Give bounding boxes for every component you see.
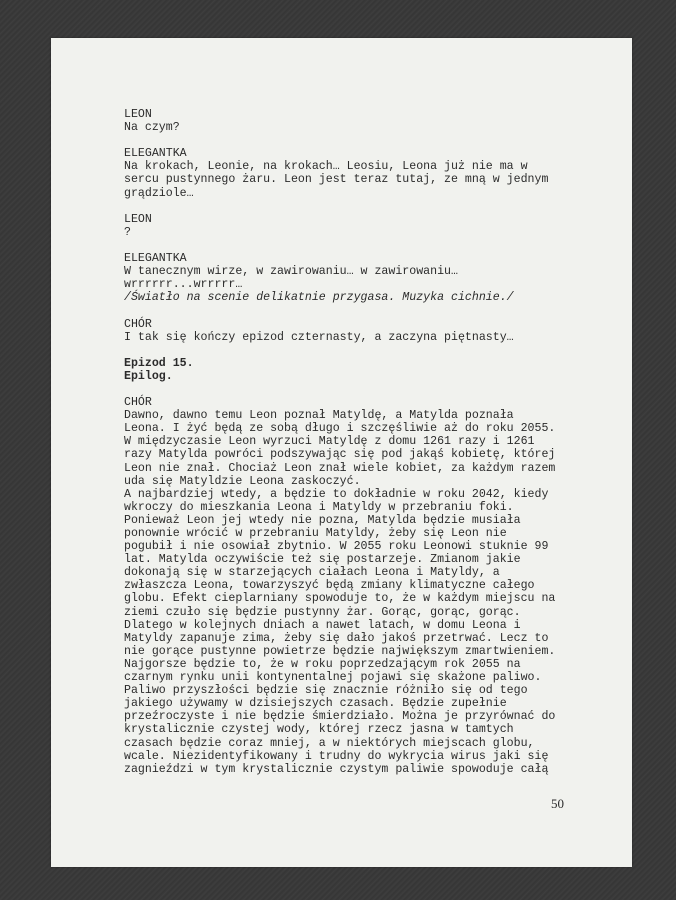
monologue-line: czarnym rynku unii kontynentalnej pojawi się skażone paliwo. <box>124 671 542 685</box>
monologue-line: ponownie wrócić w przebraniu Matyldy, żeby się Leon nie <box>124 527 507 540</box>
script-page <box>51 38 632 867</box>
monologue-line: ziemi czuło się będzie pustynny żar. Gorąc, gorąc, gorąc. <box>124 605 521 619</box>
chorus-monologue <box>124 409 594 776</box>
speaker-name: LEON <box>124 212 152 226</box>
dialogue-line: Na czym? <box>124 121 180 135</box>
speaker-name: CHÓR <box>124 396 152 410</box>
monologue-line: dokonają się w starzejących ciałach Leona i Matyldy, a <box>124 566 500 580</box>
monologue-line: wkroczy do mieszkania Leona i Matyldy w przebraniu foki. <box>124 500 514 514</box>
dialogue-line: ? <box>124 225 131 239</box>
episode-title: Epizod 15. <box>124 356 194 370</box>
speaker-name: ELEGANTKA <box>124 147 187 161</box>
dialogue-line: Na krokach, Leonie, na krokach… Leosiu, Leona już nie ma w <box>124 160 528 174</box>
monologue-line: przeźroczyste i nie będzie śmierdziało. Można je przyrównać do <box>124 710 556 724</box>
monologue-line: wcale. Niezidentyfikowany i trudny do wykrycia wirus jaki się <box>124 749 549 763</box>
monologue-line: Dawno, dawno temu Leon poznał Matyldę, a Matylda poznała <box>124 409 514 423</box>
monologue-line: Ponieważ Leon jej wtedy nie pozna, Matylda będzie musiała <box>124 513 521 527</box>
monologue-line: Paliwo przyszłości będzie się znacznie różniło się od tego <box>124 684 528 698</box>
monologue-line: krystalicznie czystej wody, której rzecz jasna w tamtych <box>124 723 514 737</box>
monologue-line: jakiego używamy w dzisiejszych czasach. Będzie zupełnie <box>124 697 507 711</box>
monologue-line: Leon nie znał. Chociaż Leon znał wiele kobiet, za każdym razem <box>124 461 556 475</box>
monologue-line: Matyldy zapanuje zima, żeby się dało jakoś przetrwać. Lecz to <box>124 631 549 645</box>
dialogue-line: grądziole… <box>124 186 194 200</box>
dialogue-line: sercu pustynnego żaru. Leon jest teraz tutaj, ze mną w jednym <box>124 173 549 187</box>
speaker-name: ELEGANTKA <box>124 252 187 266</box>
monologue-line: globu. Efekt cieplarniany spowoduje to, że w każdym miejscu na <box>124 592 556 606</box>
monologue-line: uda się Matyldzie Leona zaskoczyć. <box>124 474 361 488</box>
monologue-line: razy Matylda powróci podszywając się pod jakąś kobietę, której <box>124 448 556 462</box>
speaker-name: LEON <box>124 108 152 121</box>
dialogue-line: wrrrrrr...wrrrrr… <box>124 278 243 292</box>
stage-direction: /Światło na scenie delikatnie przygasa. Muzyka cichnie./ <box>124 291 514 305</box>
monologue-line: nie gorące pustynne powietrze będzie największym zmartwieniem. <box>124 644 556 658</box>
monologue-line: A najbardziej wtedy, a będzie to dokładnie w roku 2042, kiedy <box>124 487 549 501</box>
dialogue-line: W tanecznym wirze, w zawirowaniu… w zawirowaniu… <box>124 265 458 279</box>
monologue-line: W międzyczasie Leon wyrzuci Matyldę z domu 1261 razy i 1261 <box>124 435 535 449</box>
speaker-name: CHÓR <box>124 317 152 331</box>
monologue-line: Leona. I żyć będą ze sobą długo i szczęśliwie aż do roku 2055. <box>124 422 556 436</box>
script-text <box>124 108 594 776</box>
monologue-line: pogubił i nie osowiał zbytnio. W 2055 roku Leonowi stuknie 99 <box>124 540 549 554</box>
monologue-line: zagnieździ w tym krystalicznie czystym paliwie spowoduje całą <box>124 762 549 776</box>
monologue-line: Najgorsze będzie to, że w roku poprzedzającym rok 2055 na <box>124 657 521 671</box>
page-number: 50 <box>551 796 564 811</box>
monologue-line: Dlatego w kolejnych dniach a nawet latach, w domu Leona i <box>124 618 521 632</box>
monologue-line: zwłaszcza Leona, towarzyszyć będą zmiany klimatyczne całego <box>124 579 535 593</box>
monologue-line: czasach będzie coraz mniej, a w niektórych miejscach globu, <box>124 736 535 750</box>
monologue-line: lat. Matylda oczywiście też się postarzeje. Zmianom jakie <box>124 553 521 567</box>
episode-subtitle: Epilog. <box>124 369 173 383</box>
dialogue-line: I tak się kończy epizod czternasty, a zaczyna piętnasty… <box>124 330 514 344</box>
